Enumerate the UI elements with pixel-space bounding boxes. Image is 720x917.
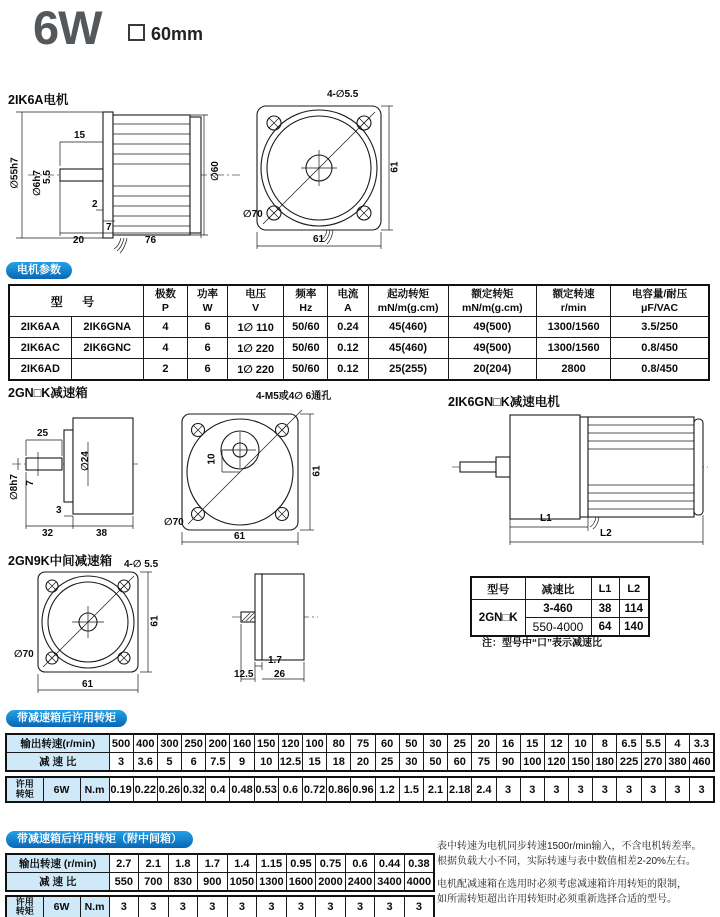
table-cell: 200 bbox=[206, 734, 230, 753]
table-cell: 3 bbox=[168, 896, 198, 917]
table-cell: 3 bbox=[593, 777, 617, 802]
mid-gearbox-front-drawing bbox=[12, 560, 197, 702]
table-row bbox=[9, 317, 709, 338]
col-model: 型号 bbox=[471, 577, 525, 600]
table-cell: 900 bbox=[198, 873, 228, 892]
torque2-value-table bbox=[5, 895, 435, 917]
col-model: 型 号 bbox=[9, 285, 143, 317]
col-label: 额定转速 bbox=[552, 288, 595, 301]
table-cell: 180 bbox=[593, 753, 617, 772]
dim-label: ∅8h7 bbox=[8, 474, 20, 500]
dim-label: ∅24 bbox=[79, 451, 91, 471]
table-cell: 18 bbox=[327, 753, 351, 772]
table-cell: 3 bbox=[109, 896, 139, 917]
col-label: 频率 bbox=[295, 288, 317, 301]
table-cell: 12 bbox=[544, 734, 568, 753]
table-cell: 830 bbox=[168, 873, 198, 892]
table-cell: 10 bbox=[569, 734, 593, 753]
table-cell: 10 bbox=[254, 753, 278, 772]
note-line: 如所需转矩超出许用转矩时必须重新选择合适的型号。 bbox=[437, 893, 677, 905]
table-cell: 45(460) bbox=[368, 317, 448, 338]
mid-gearbox-label: 2GN9K中间减速箱 bbox=[8, 554, 113, 568]
table-cell: 3 bbox=[345, 896, 375, 917]
table-cell: 25 bbox=[448, 734, 472, 753]
torque-row bbox=[6, 896, 434, 917]
col-label: 电容量/耐压 bbox=[631, 288, 688, 301]
table-cell: 2.1 bbox=[139, 854, 169, 873]
table-cell: 45(460) bbox=[368, 338, 448, 359]
table-cell: 150 bbox=[254, 734, 278, 753]
table-cell: 2.1 bbox=[423, 777, 447, 802]
unit-label: N.m bbox=[80, 777, 109, 802]
dim-label: 61 bbox=[82, 679, 94, 690]
table-cell: 6 bbox=[182, 753, 206, 772]
table-cell: 3400 bbox=[375, 873, 405, 892]
table-cell: 30 bbox=[399, 753, 423, 772]
dim-label: 26 bbox=[274, 669, 286, 680]
col-label: 功率 bbox=[197, 288, 219, 301]
table-cell: 3 bbox=[198, 896, 228, 917]
table-row bbox=[471, 600, 649, 618]
table-cell: 120 bbox=[278, 734, 302, 753]
col-unit: Hz bbox=[299, 301, 313, 314]
row-label: 减 速 比 bbox=[6, 753, 109, 772]
table-cell: 25(255) bbox=[368, 359, 448, 381]
note-line: 电机配减速箱在选用时必须考虑减速箱许用转矩的限制， bbox=[437, 879, 687, 890]
table-cell: 3 bbox=[375, 896, 405, 917]
table-cell: 6 bbox=[188, 359, 228, 381]
table-cell: 3 bbox=[139, 896, 169, 917]
col-frequency bbox=[284, 285, 328, 317]
table-cell: 0.6 bbox=[345, 854, 375, 873]
table-cell: 2400 bbox=[345, 873, 375, 892]
perm-label-line: 许用 bbox=[15, 779, 34, 790]
table-cell: 5.5 bbox=[641, 734, 665, 753]
table-cell: 50/60 bbox=[284, 317, 328, 338]
dim-label: ∅55h7 bbox=[9, 157, 21, 189]
table-cell: 3 bbox=[257, 896, 287, 917]
table-row bbox=[9, 359, 709, 381]
table-cell: 3.6 bbox=[133, 753, 157, 772]
motor-params-table bbox=[8, 284, 710, 381]
dim-label: 61 bbox=[234, 531, 246, 542]
gearbox-side-drawing bbox=[8, 396, 143, 546]
col-unit: r/min bbox=[560, 301, 587, 314]
table-cell: 3 bbox=[641, 777, 665, 802]
col-label: 起动转矩 bbox=[387, 288, 430, 301]
model-cell: 2GN□K bbox=[471, 600, 525, 637]
table-cell: 6.5 bbox=[617, 734, 641, 753]
table-cell: 3 bbox=[690, 777, 715, 802]
col-start-torque bbox=[368, 285, 448, 317]
ratio-row bbox=[6, 753, 714, 772]
dim-label: ∅70 bbox=[14, 649, 34, 660]
dim-label: 38 bbox=[96, 528, 108, 539]
dim-label: 15 bbox=[74, 130, 86, 141]
dim-label: 61 bbox=[389, 161, 401, 173]
col-unit: W bbox=[202, 301, 213, 314]
dim-label: 32 bbox=[42, 528, 54, 539]
motor-front-drawing bbox=[243, 90, 403, 255]
table-cell: 700 bbox=[139, 873, 169, 892]
dim-label: 4-M5或4∅ 6通孔 bbox=[256, 391, 332, 402]
table-cell: 114 bbox=[619, 600, 649, 618]
col-label: 极数 bbox=[154, 288, 176, 301]
table-cell: 1300 bbox=[257, 873, 287, 892]
table-cell: 1300/1560 bbox=[536, 338, 610, 359]
table-cell: 3 bbox=[520, 777, 544, 802]
table-cell: 400 bbox=[133, 734, 157, 753]
table-cell: 3 bbox=[316, 896, 346, 917]
table-cell: 3.3 bbox=[690, 734, 715, 753]
table-cell: 0.38 bbox=[404, 854, 434, 873]
torque1-pill: 带减速箱后许用转矩 bbox=[6, 710, 127, 727]
table-cell: 9 bbox=[230, 753, 254, 772]
table-cell: 0.53 bbox=[254, 777, 278, 802]
col-unit: μF/VAC bbox=[641, 301, 679, 314]
table-cell: 0.12 bbox=[328, 359, 368, 381]
table-cell: 0.32 bbox=[182, 777, 206, 802]
motor-section-label: 2IK6A电机 bbox=[8, 93, 69, 107]
table-cell bbox=[71, 359, 143, 381]
note-line: 表中转速为电机同步转速1500r/min输入，不含电机转差率。 bbox=[437, 841, 702, 852]
row-label: 减 速 比 bbox=[6, 873, 109, 892]
dim-label: 7 bbox=[24, 480, 36, 486]
col-voltage bbox=[228, 285, 284, 317]
dim-label: ∅70 bbox=[164, 517, 184, 528]
geared-motor-label: 2IK6GN□K减速电机 bbox=[448, 395, 560, 409]
table-cell: 0.8/450 bbox=[611, 338, 709, 359]
table-cell: 64 bbox=[591, 618, 619, 637]
dim-label: 1.7 bbox=[268, 655, 282, 666]
dim-label: 10 bbox=[206, 453, 218, 465]
table-cell: 0.48 bbox=[230, 777, 254, 802]
row-label: 输出转速(r/min) bbox=[6, 734, 109, 753]
square-frame-icon bbox=[128, 24, 145, 41]
table-cell: 550-4000 bbox=[525, 618, 591, 637]
table-cell: 3 bbox=[496, 777, 520, 802]
geared-motor-drawing bbox=[448, 405, 713, 550]
table-cell: 0.95 bbox=[286, 854, 316, 873]
perm-label-line: 许用 bbox=[15, 896, 34, 907]
table-cell: 1∅ 220 bbox=[228, 338, 284, 359]
table-cell: 0.12 bbox=[328, 338, 368, 359]
table-cell: 20 bbox=[472, 734, 496, 753]
table-cell: 0.8/450 bbox=[611, 359, 709, 381]
table-cell: 1050 bbox=[227, 873, 257, 892]
table-cell: 60 bbox=[375, 734, 399, 753]
torque2-pill: 带减速箱后许用转矩（附中间箱） bbox=[6, 831, 193, 848]
col-l1: L1 bbox=[591, 577, 619, 600]
unit-label: N.m bbox=[80, 896, 109, 917]
table-cell: 0.96 bbox=[351, 777, 375, 802]
torque2-table bbox=[5, 853, 435, 892]
col-power bbox=[188, 285, 228, 317]
model-label: 6W bbox=[43, 896, 80, 917]
table-cell: 1.4 bbox=[227, 854, 257, 873]
table-cell: 1.8 bbox=[168, 854, 198, 873]
col-rated-speed bbox=[536, 285, 610, 317]
frame-size bbox=[128, 24, 203, 45]
table-cell: 0.24 bbox=[328, 317, 368, 338]
table-cell: 3-460 bbox=[525, 600, 591, 618]
frame-size-label: 60mm bbox=[151, 24, 204, 44]
dim-label: ∅60 bbox=[209, 161, 221, 181]
dim-label: 61 bbox=[149, 615, 161, 627]
dim-label: 7 bbox=[106, 222, 112, 233]
table-cell: 25 bbox=[375, 753, 399, 772]
dim-label: 3 bbox=[56, 505, 62, 516]
table-cell: 5 bbox=[157, 753, 181, 772]
table-cell: 50/60 bbox=[284, 359, 328, 381]
dim-label: ∅70 bbox=[243, 209, 263, 220]
table-cell: 1∅ 110 bbox=[228, 317, 284, 338]
ratio-row bbox=[6, 873, 434, 892]
table-cell: 225 bbox=[617, 753, 641, 772]
model-label: 6W bbox=[43, 777, 80, 802]
table-cell: 15 bbox=[520, 734, 544, 753]
gearbox-section-label: 2GN□K减速箱 bbox=[8, 386, 88, 400]
motor-params-pill: 电机参数 bbox=[6, 262, 72, 279]
table-cell: 2 bbox=[143, 359, 187, 381]
table-cell: 49(500) bbox=[448, 317, 536, 338]
table-cell: 550 bbox=[109, 873, 139, 892]
row-label bbox=[6, 896, 43, 917]
table-cell: 90 bbox=[496, 753, 520, 772]
table-cell: 0.75 bbox=[316, 854, 346, 873]
table-cell: 1.15 bbox=[257, 854, 287, 873]
col-capacitor bbox=[611, 285, 709, 317]
table-cell: 2800 bbox=[536, 359, 610, 381]
table-cell: 2IK6AC bbox=[9, 338, 71, 359]
table-cell: 3 bbox=[665, 777, 689, 802]
perm-label-line: 转矩 bbox=[15, 788, 34, 799]
table-cell: 75 bbox=[472, 753, 496, 772]
table-cell: 0.44 bbox=[375, 854, 405, 873]
table-cell: 0.4 bbox=[206, 777, 230, 802]
table-cell: 3 bbox=[569, 777, 593, 802]
table-cell: 38 bbox=[591, 600, 619, 618]
col-unit: A bbox=[344, 301, 352, 314]
table-cell: 3 bbox=[404, 896, 434, 917]
table-cell: 1.2 bbox=[375, 777, 399, 802]
table-cell: 380 bbox=[665, 753, 689, 772]
table-cell: 0.86 bbox=[327, 777, 351, 802]
dim-label: 61 bbox=[313, 234, 325, 245]
table-cell: 2.7 bbox=[109, 854, 139, 873]
torque1-value-table bbox=[5, 776, 715, 803]
table-cell: 50 bbox=[423, 753, 447, 772]
speed-row bbox=[6, 854, 434, 873]
table-cell: 4 bbox=[143, 317, 187, 338]
dim-label: 4-∅ 5.5 bbox=[124, 559, 159, 570]
table-cell: 160 bbox=[230, 734, 254, 753]
col-unit: mN/m(g.cm) bbox=[377, 301, 439, 314]
table-cell: 1.5 bbox=[399, 777, 423, 802]
ratio-table-note: 注：型号中“口”表示减速比 bbox=[482, 638, 602, 649]
table-cell: 1∅ 220 bbox=[228, 359, 284, 381]
table-cell: 3 bbox=[286, 896, 316, 917]
table-cell: 4 bbox=[665, 734, 689, 753]
table-cell: 49(500) bbox=[448, 338, 536, 359]
table-cell: 30 bbox=[423, 734, 447, 753]
dim-label: 25 bbox=[37, 428, 49, 439]
col-label: 电流 bbox=[337, 288, 359, 301]
col-label: 额定转矩 bbox=[471, 288, 514, 301]
table-cell: 2IK6AD bbox=[9, 359, 71, 381]
table-cell: 50 bbox=[399, 734, 423, 753]
table-cell: 140 bbox=[619, 618, 649, 637]
table-cell: 0.19 bbox=[109, 777, 133, 802]
col-l2: L2 bbox=[619, 577, 649, 600]
table-cell: 60 bbox=[448, 753, 472, 772]
table-cell: 20 bbox=[351, 753, 375, 772]
table-cell: 500 bbox=[109, 734, 133, 753]
table-cell: 3.5/250 bbox=[611, 317, 709, 338]
dim-label: L1 bbox=[540, 513, 552, 524]
table-cell: 12.5 bbox=[278, 753, 302, 772]
table-cell: 80 bbox=[327, 734, 351, 753]
table-cell: 250 bbox=[182, 734, 206, 753]
table-cell: 1300/1560 bbox=[536, 317, 610, 338]
header-row bbox=[471, 577, 649, 600]
table-cell: 3 bbox=[617, 777, 641, 802]
col-label: 电压 bbox=[245, 288, 267, 301]
col-current bbox=[328, 285, 368, 317]
table-cell: 2IK6AA bbox=[9, 317, 71, 338]
row-label: 输出转速 (r/min) bbox=[6, 854, 109, 873]
table-cell: 4 bbox=[143, 338, 187, 359]
motor-side-drawing bbox=[8, 100, 243, 255]
ratio-table bbox=[470, 576, 650, 637]
speed-note bbox=[437, 840, 701, 869]
table-cell: 0.22 bbox=[133, 777, 157, 802]
table-cell: 75 bbox=[351, 734, 375, 753]
table-cell: 3 bbox=[227, 896, 257, 917]
table-cell: 4000 bbox=[404, 873, 434, 892]
col-unit: P bbox=[161, 301, 169, 314]
table-cell: 8 bbox=[593, 734, 617, 753]
table-cell: 120 bbox=[544, 753, 568, 772]
table-cell: 0.72 bbox=[303, 777, 327, 802]
mid-gearbox-side-drawing bbox=[228, 562, 323, 692]
table-cell: 3 bbox=[109, 753, 133, 772]
table-row bbox=[9, 338, 709, 359]
table-cell: 0.26 bbox=[157, 777, 181, 802]
table-cell: 15 bbox=[303, 753, 327, 772]
dim-label: 5.5 bbox=[41, 170, 53, 184]
table-cell: 1.7 bbox=[198, 854, 228, 873]
table-cell: 100 bbox=[520, 753, 544, 772]
row-label bbox=[6, 777, 43, 802]
table-cell: 2.4 bbox=[472, 777, 496, 802]
table-cell: 20(204) bbox=[448, 359, 536, 381]
col-unit: mN/m(g.cm) bbox=[462, 301, 523, 314]
dim-label: 2 bbox=[92, 199, 98, 210]
table-cell: 0.6 bbox=[278, 777, 302, 802]
table-cell: 6 bbox=[188, 338, 228, 359]
table-cell: 7.5 bbox=[206, 753, 230, 772]
page-title: 6W bbox=[33, 1, 102, 54]
col-rated-torque bbox=[448, 285, 536, 317]
dim-label: 20 bbox=[73, 235, 85, 246]
table-cell: 50/60 bbox=[284, 338, 328, 359]
table-cell: 300 bbox=[157, 734, 181, 753]
table-cell: 100 bbox=[303, 734, 327, 753]
dim-label: 61 bbox=[311, 465, 323, 477]
table-cell: 2.18 bbox=[448, 777, 472, 802]
table-cell: 16 bbox=[496, 734, 520, 753]
header-row bbox=[9, 285, 709, 317]
col-poles bbox=[143, 285, 187, 317]
torque1-table bbox=[5, 733, 715, 772]
dim-label: 4-∅5.5 bbox=[327, 89, 359, 100]
col-unit: V bbox=[252, 301, 260, 314]
table-cell: 2IK6GNA bbox=[71, 317, 143, 338]
col-ratio: 减速比 bbox=[525, 577, 591, 600]
table-cell: 1600 bbox=[286, 873, 316, 892]
dim-label: L2 bbox=[600, 528, 612, 539]
speed-row bbox=[6, 734, 714, 753]
table-cell: 6 bbox=[188, 317, 228, 338]
torque-note bbox=[437, 878, 687, 907]
gearbox-front-drawing bbox=[162, 390, 342, 550]
perm-label-line: 转矩 bbox=[15, 906, 34, 916]
note-line: 根据负载大小不同，实际转速与表中数值相差2-20%左右。 bbox=[437, 855, 696, 867]
table-cell: 3 bbox=[544, 777, 568, 802]
table-cell: 2000 bbox=[316, 873, 346, 892]
dim-label: 12.5 bbox=[234, 669, 254, 680]
table-cell: 270 bbox=[641, 753, 665, 772]
torque-row bbox=[6, 777, 714, 802]
table-cell: 2IK6GNC bbox=[71, 338, 143, 359]
table-cell: 460 bbox=[690, 753, 715, 772]
dim-label: 76 bbox=[145, 235, 157, 246]
dim-label: ∅6h7 bbox=[31, 170, 43, 196]
table-cell: 150 bbox=[569, 753, 593, 772]
